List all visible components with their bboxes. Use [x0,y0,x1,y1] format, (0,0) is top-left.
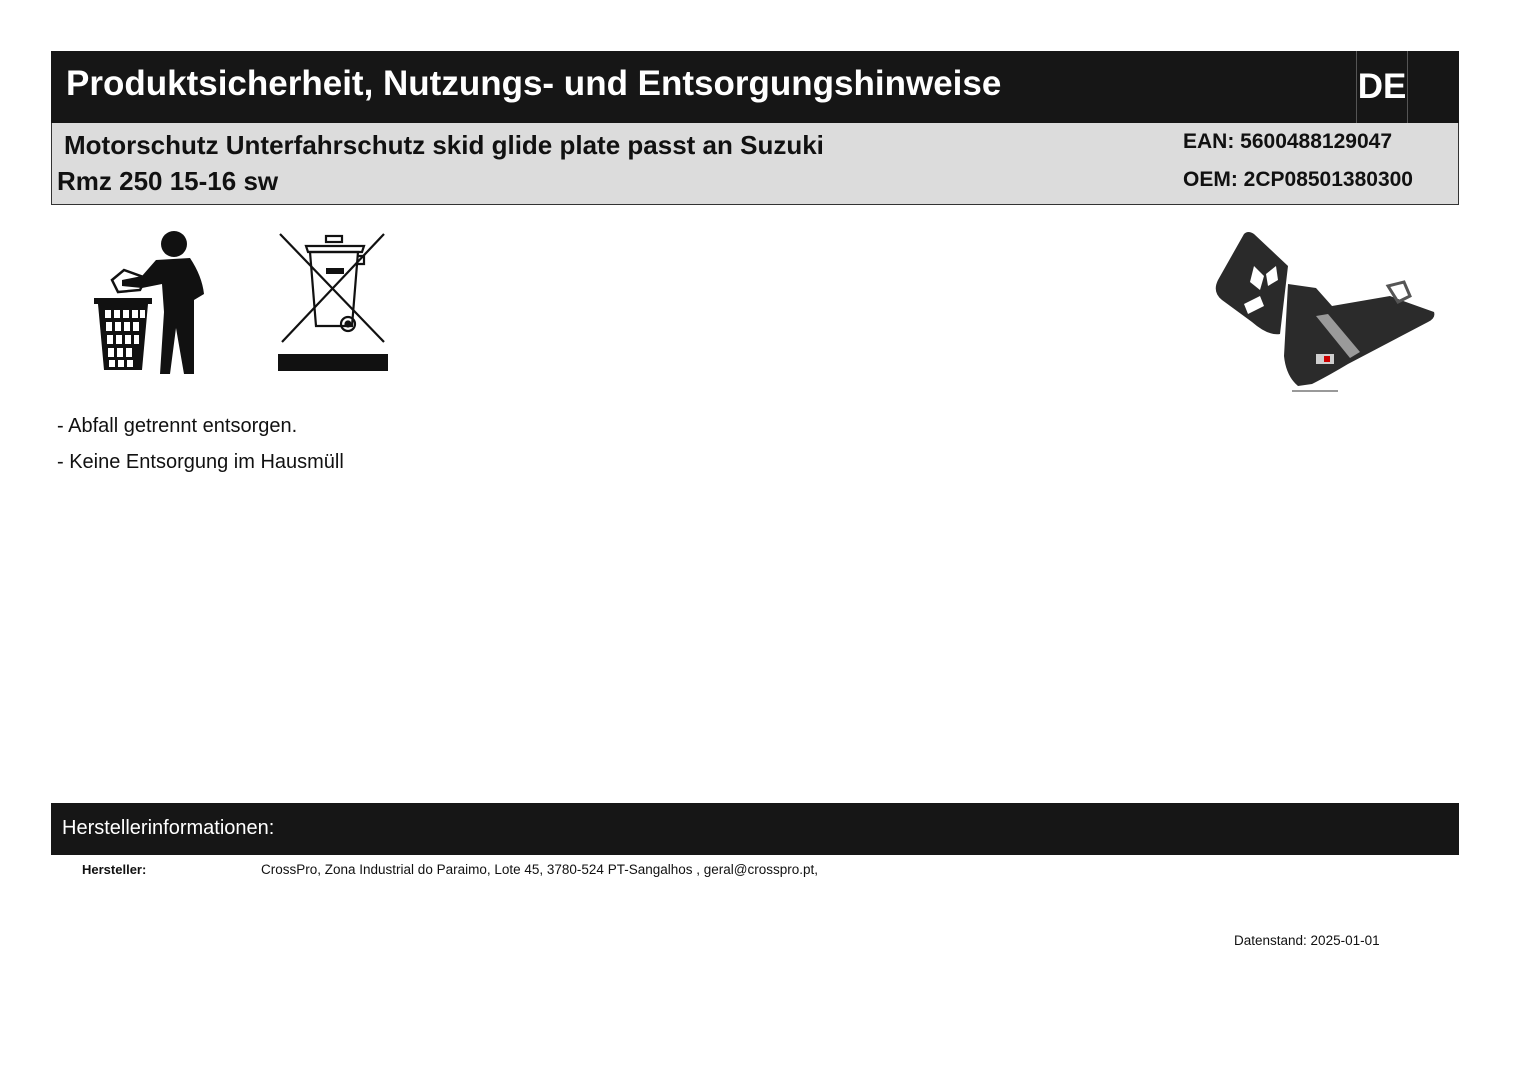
disposal-note: - Abfall getrennt entsorgen. [57,415,298,437]
oem-number: OEM: 2CP08501380300 [1183,168,1413,191]
manufacturer-label: Hersteller: [82,862,147,877]
page-title: Produktsicherheit, Nutzungs- und Entsorgungshinweise [66,64,1002,103]
product-name-line2: Rmz 250 15-16 sw [57,166,279,196]
ean-code: EAN: 5600488129047 [1183,130,1392,153]
product-name-line1: Motorschutz Unterfahrschutz skid glide plate passt an Suzuki [64,130,824,160]
manufacturer-section-title: Herstellerinformationen: [62,817,275,839]
language-badge: DE [1356,51,1408,123]
manufacturer-details: CrossPro, Zona Industrial do Paraimo, Lote 45, 3780-524 PT-Sangalhos , geral@crosspro.pt, [261,862,819,877]
data-date: Datenstand: 2025-01-01 [1234,933,1380,948]
crossed-out-wheelie-bin-icon [276,230,390,374]
product-image [1208,226,1438,394]
disposal-note: - Keine Entsorgung im Hausmüll [57,451,344,473]
tidyman-disposal-icon [90,228,210,376]
